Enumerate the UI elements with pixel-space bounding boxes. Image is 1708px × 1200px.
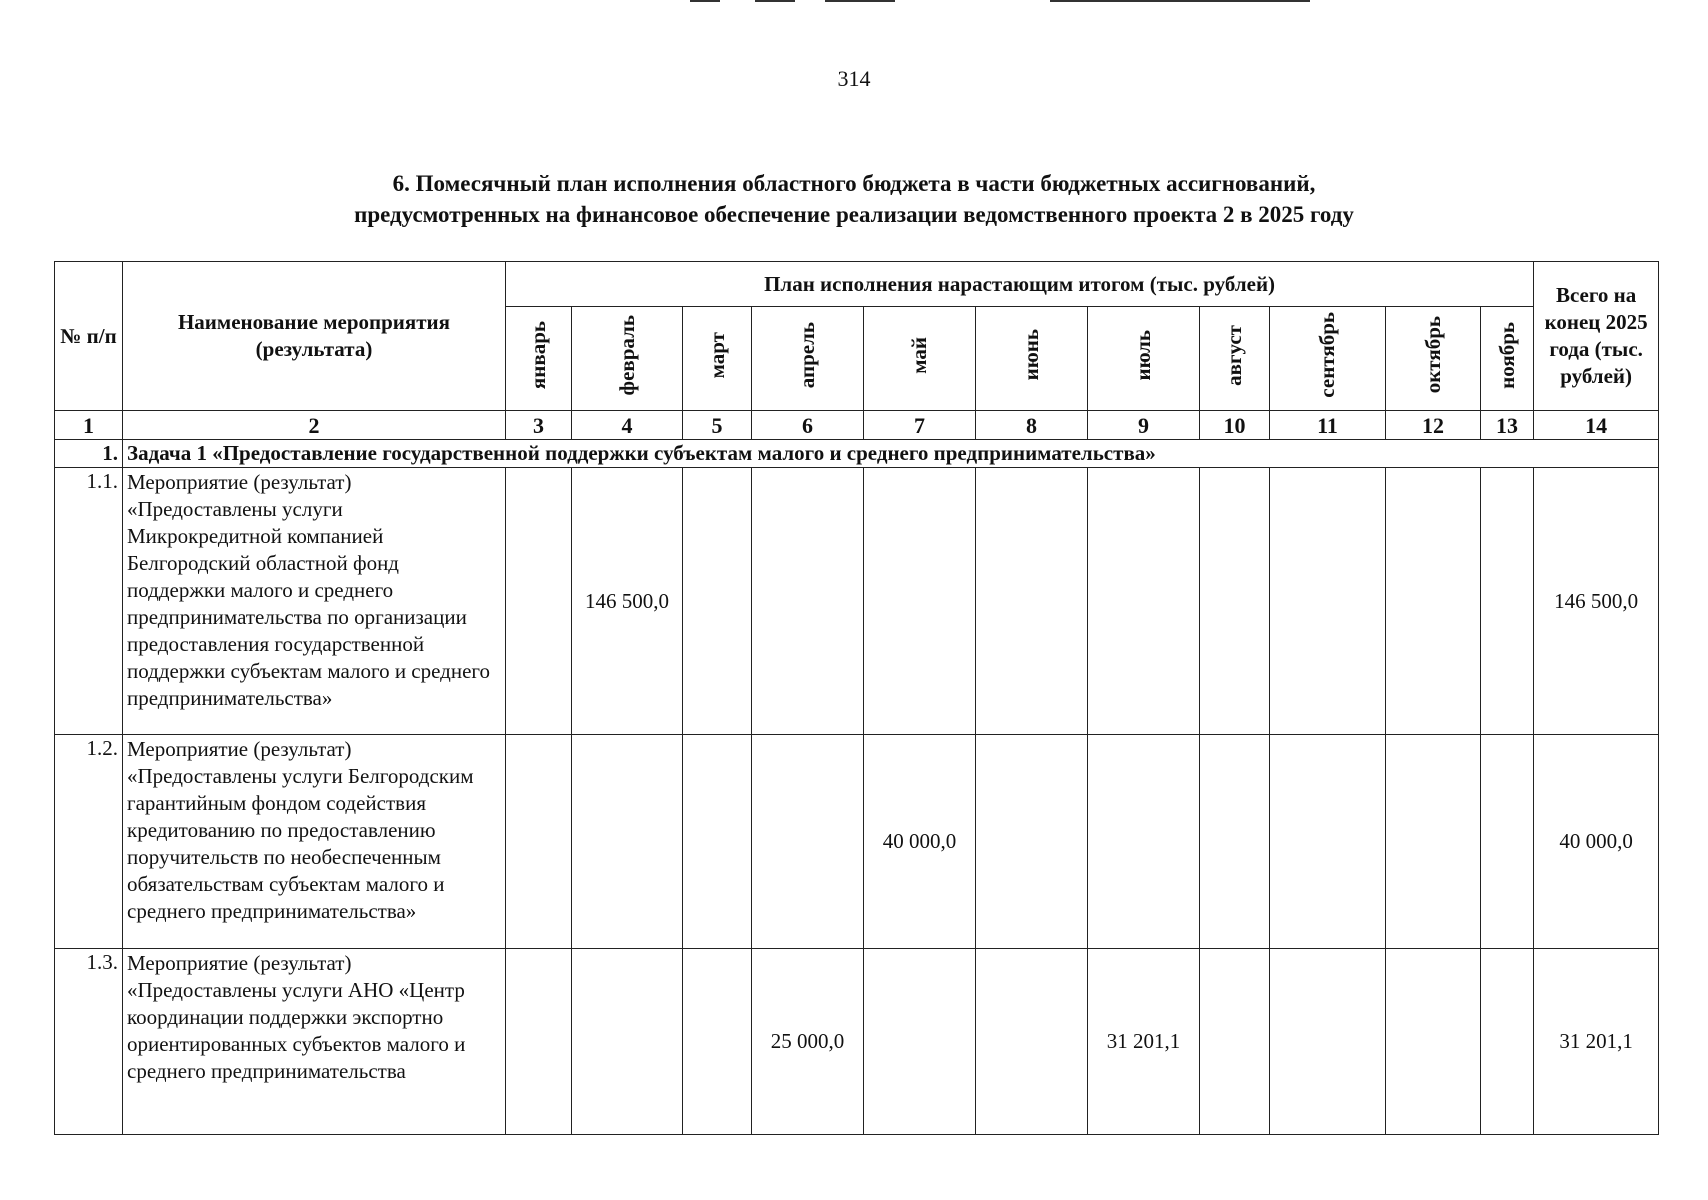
column-number: 14 — [1534, 411, 1659, 440]
row-number: 1.1. — [55, 468, 123, 735]
month-value: 25 000,0 — [752, 949, 864, 1135]
month-header — [1088, 307, 1200, 411]
month-label: июль — [1131, 329, 1155, 381]
month-value — [1386, 735, 1481, 949]
month-value — [1270, 735, 1386, 949]
month-header — [752, 307, 864, 411]
month-header — [572, 307, 683, 411]
month-header — [864, 307, 976, 411]
month-value — [1088, 735, 1200, 949]
row-number: 1.2. — [55, 735, 123, 949]
column-number-row — [55, 411, 1659, 440]
column-number: 7 — [864, 411, 976, 440]
task-title: Задача 1 «Предоставление государственной поддержки субъектам малого и среднего предпринимательства» — [127, 441, 1156, 465]
month-value — [752, 735, 864, 949]
header-name: Наименование мероприятия (результата) — [123, 262, 506, 411]
column-number: 10 — [1200, 411, 1270, 440]
task-number: 1. — [55, 440, 123, 468]
header-plan: План исполнения нарастающим итогом (тыс. рублей) — [506, 262, 1534, 307]
month-value — [1270, 468, 1386, 735]
month-value — [1270, 949, 1386, 1135]
month-header — [1386, 307, 1481, 411]
month-label: июнь — [1019, 329, 1043, 381]
month-header — [506, 307, 572, 411]
header-row-1 — [55, 262, 1659, 307]
table-row — [55, 468, 1659, 735]
row-total: 146 500,0 — [1534, 468, 1659, 735]
month-value — [1088, 468, 1200, 735]
row-name: Мероприятие (результат) «Предоставлены услуги Белгородским гарантийным фондом содействия кредитованию по предоставлению поручительств по необеспеченным обязательствам субъектам малого и среднего предпринимательства» — [123, 735, 506, 949]
column-number: 2 — [123, 411, 506, 440]
row-total: 40 000,0 — [1534, 735, 1659, 949]
month-header — [683, 307, 752, 411]
month-value — [506, 949, 572, 1135]
page-number: 314 — [837, 66, 871, 91]
scan-artifact-line — [1050, 0, 1310, 2]
month-value — [864, 468, 976, 735]
month-header — [976, 307, 1088, 411]
title-line-1: 6. Помесячный план исполнения областного бюджета в части бюджетных ассигнований, — [392, 171, 1316, 196]
column-number: 11 — [1270, 411, 1386, 440]
month-value: 40 000,0 — [864, 735, 976, 949]
month-value — [1200, 468, 1270, 735]
task-cell — [123, 440, 1659, 468]
month-value — [506, 735, 572, 949]
header-total: Всего на конец 2025 года (тыс. рублей) — [1534, 262, 1659, 411]
month-label: сентябрь — [1315, 312, 1339, 398]
month-label: август — [1222, 324, 1246, 386]
month-value — [572, 735, 683, 949]
month-value — [752, 468, 864, 735]
header-num: № п/п — [55, 262, 123, 411]
table-row — [55, 949, 1659, 1135]
month-value — [864, 949, 976, 1135]
month-value — [1481, 468, 1534, 735]
month-value — [1386, 949, 1481, 1135]
row-total: 31 201,1 — [1534, 949, 1659, 1135]
month-label: январь — [526, 320, 550, 390]
column-number: 5 — [683, 411, 752, 440]
month-value — [683, 735, 752, 949]
column-number: 1 — [55, 411, 123, 440]
month-label: апрель — [795, 321, 819, 389]
month-label: ноябрь — [1494, 321, 1519, 389]
title-line-2: предусмотренных на финансовое обеспечение реализации ведомственного проекта 2 в 2025 году — [354, 202, 1354, 227]
month-value — [1200, 735, 1270, 949]
month-label: май — [907, 336, 931, 374]
scan-artifact-line — [825, 0, 895, 2]
month-value — [976, 735, 1088, 949]
row-number: 1.3. — [55, 949, 123, 1135]
column-number: 9 — [1088, 411, 1200, 440]
month-value — [976, 468, 1088, 735]
scan-artifact-line — [755, 0, 795, 2]
month-value — [1386, 468, 1481, 735]
column-number: 12 — [1386, 411, 1481, 440]
month-value — [506, 468, 572, 735]
table-row — [55, 735, 1659, 949]
month-value — [976, 949, 1088, 1135]
month-label: октябрь — [1420, 316, 1445, 394]
scan-artifact-line — [690, 0, 720, 2]
month-header — [1200, 307, 1270, 411]
column-number: 6 — [752, 411, 864, 440]
document-title — [0, 168, 1708, 230]
month-value: 146 500,0 — [572, 468, 683, 735]
month-value — [1481, 735, 1534, 949]
month-value — [1200, 949, 1270, 1135]
row-name: Мероприятие (результат) «Предоставлены услуги АНО «Центр координации поддержки экспортно ориентированных субъектов малого и среднего предпринимательства — [123, 949, 506, 1135]
column-number: 3 — [506, 411, 572, 440]
month-header — [1481, 307, 1534, 411]
month-value — [683, 468, 752, 735]
month-value: 31 201,1 — [1088, 949, 1200, 1135]
month-value — [1481, 949, 1534, 1135]
month-label: март — [704, 331, 729, 379]
column-number: 13 — [1481, 411, 1534, 440]
column-number: 8 — [976, 411, 1088, 440]
month-value — [572, 949, 683, 1135]
task-row — [55, 440, 1659, 468]
month-header — [1270, 307, 1386, 411]
column-number: 4 — [572, 411, 683, 440]
row-name: Мероприятие (результат) «Предоставлены услуги Микрокредитной компанией Белгородский областной фонд поддержки малого и среднего предпринимательства по организации предоставления государственной поддержки субъектам малого и среднего предпринимательства» — [123, 468, 506, 735]
month-value — [683, 949, 752, 1135]
month-label: февраль — [614, 314, 639, 396]
budget-plan-table — [54, 261, 1659, 1135]
